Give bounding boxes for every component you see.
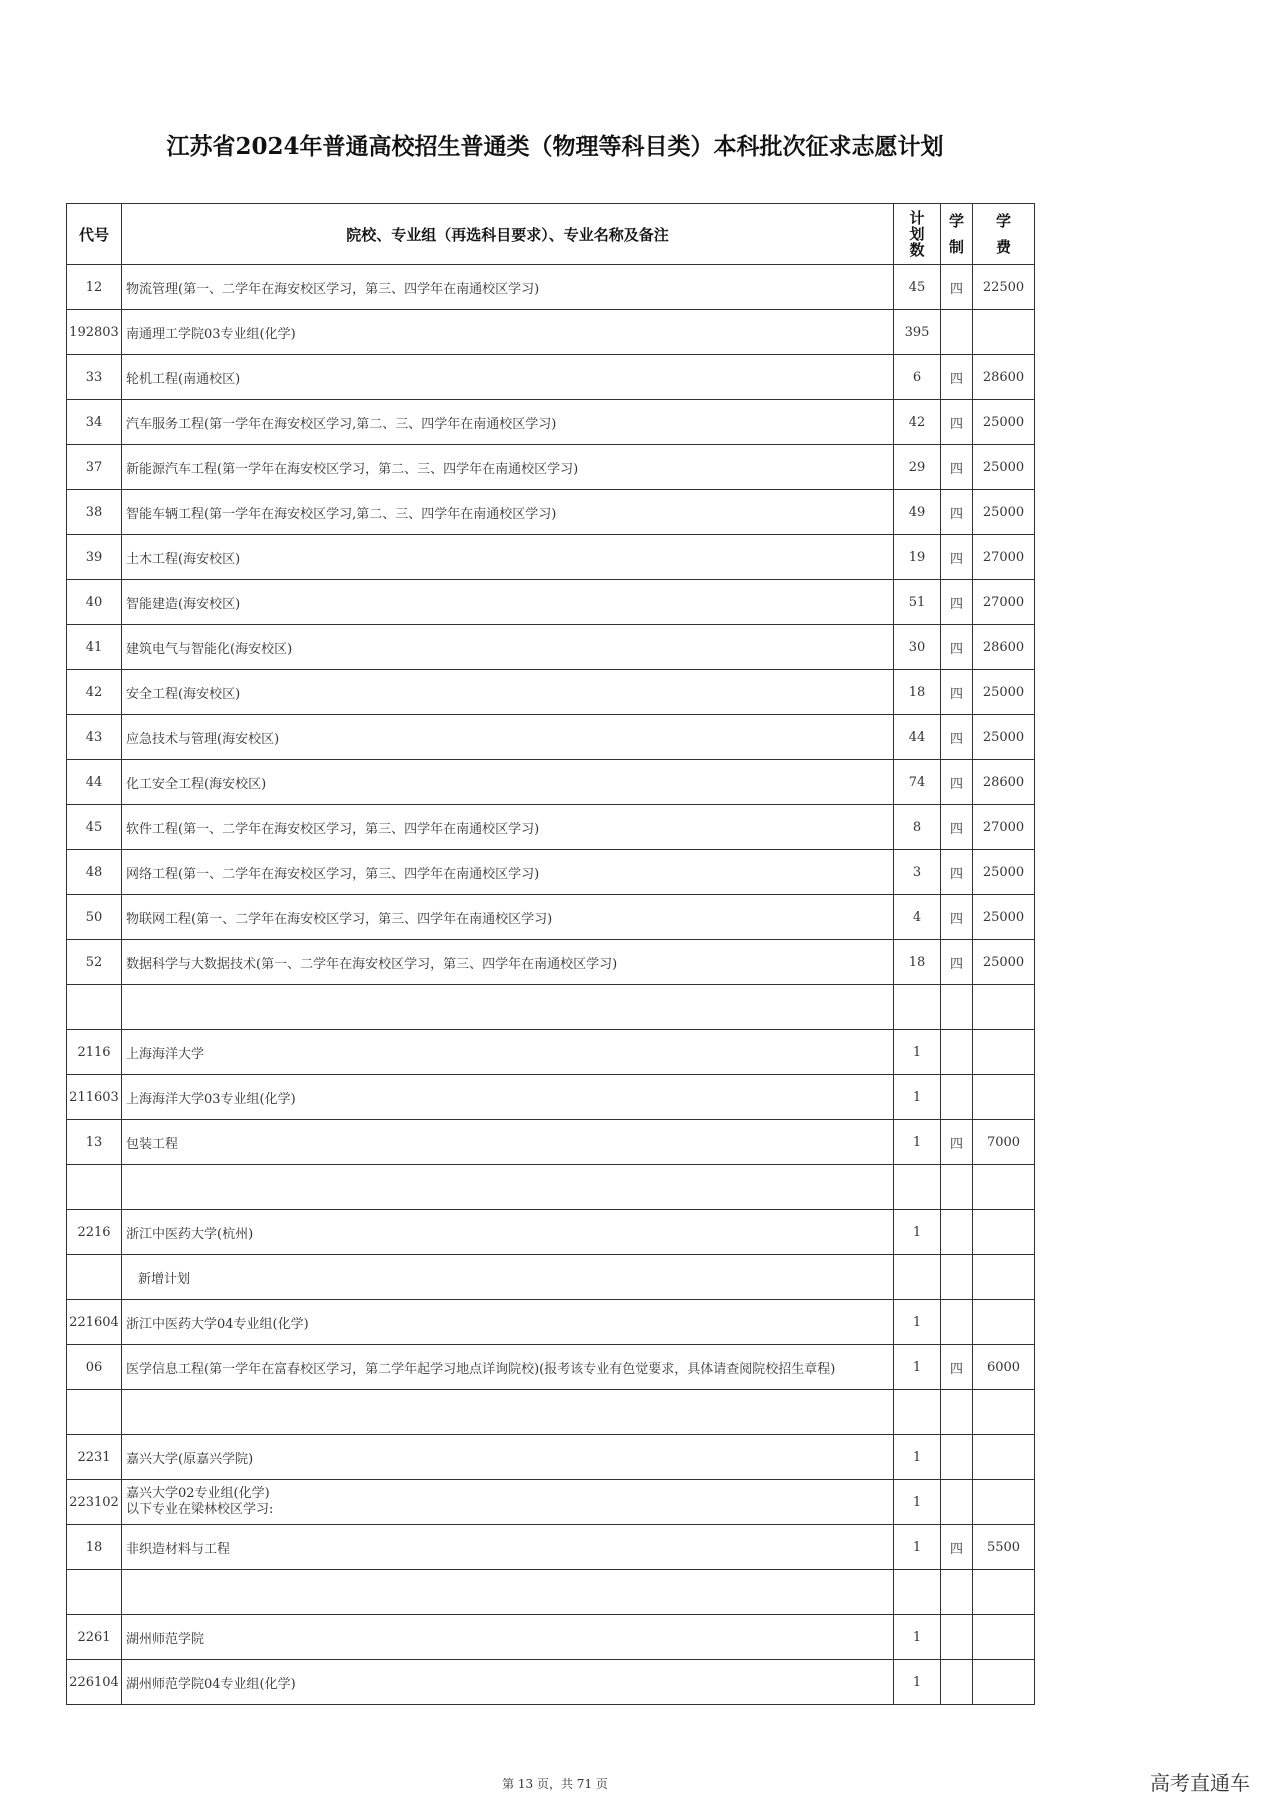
table-row (67, 535, 1035, 580)
cell-duration: 四 (941, 895, 973, 940)
header-code: 代号 (67, 204, 122, 265)
cell-plan-count: 45 (894, 265, 941, 310)
cell-name (122, 1435, 894, 1480)
cell-fee (973, 1075, 1035, 1120)
cell-name (122, 1030, 894, 1075)
table-row (67, 895, 1035, 940)
cell-plan-count: 30 (894, 625, 941, 670)
cell-duration (941, 1300, 973, 1345)
cell-name-text: 数据科学与大数据技术(第一、二学年在海安校区学习，第三、四学年在南通校区学习) (126, 956, 618, 972)
cell-fee (973, 1210, 1035, 1255)
cell-duration: 四 (941, 670, 973, 715)
cell-plan-count: 8 (894, 805, 941, 850)
cell-plan-count: 44 (894, 715, 941, 760)
cell-name (122, 580, 894, 625)
table-row (67, 1435, 1035, 1480)
cell-fee (973, 1480, 1035, 1525)
cell-fee: 25000 (973, 670, 1035, 715)
cell-fee: 28600 (973, 625, 1035, 670)
table-row (67, 580, 1035, 625)
cell-name-text: 建筑电气与智能化(海安校区) (126, 641, 293, 657)
cell-duration: 四 (941, 715, 973, 760)
cell-code (67, 1255, 122, 1300)
table-row (67, 715, 1035, 760)
table-row (67, 850, 1035, 895)
table-row (67, 805, 1035, 850)
table-row (67, 1525, 1035, 1570)
cell-duration (941, 985, 973, 1030)
table-row (67, 1120, 1035, 1165)
cell-fee: 27000 (973, 805, 1035, 850)
cell-code: 48 (67, 850, 122, 895)
cell-name-text: 嘉兴大学(原嘉兴学院) (126, 1451, 254, 1467)
cell-plan-count: 395 (894, 310, 941, 355)
cell-code: 44 (67, 760, 122, 805)
cell-name (122, 670, 894, 715)
cell-plan-count: 1 (894, 1525, 941, 1570)
cell-fee: 25000 (973, 940, 1035, 985)
cell-name (122, 1255, 894, 1300)
cell-duration: 四 (941, 1525, 973, 1570)
cell-code: 37 (67, 445, 122, 490)
cell-code (67, 1390, 122, 1435)
cell-name-text: 软件工程(第一、二学年在海安校区学习，第三、四学年在南通校区学习) (126, 821, 540, 837)
table-body (67, 265, 1035, 1705)
table-row (67, 1345, 1035, 1390)
table-row (67, 355, 1035, 400)
cell-name (122, 535, 894, 580)
cell-plan-count: 1 (894, 1120, 941, 1165)
table-row (67, 1165, 1035, 1210)
cell-duration: 四 (941, 265, 973, 310)
cell-name-text: 智能建造(海安校区) (126, 596, 241, 612)
cell-duration: 四 (941, 445, 973, 490)
document-title: 江苏省2024年普通高校招生普通类（物理等科目类）本科批次征求志愿计划 (166, 133, 944, 160)
cell-name-text: 网络工程(第一、二学年在海安校区学习，第三、四学年在南通校区学习) (126, 866, 540, 882)
cell-code: 45 (67, 805, 122, 850)
cell-fee: 27000 (973, 580, 1035, 625)
cell-duration: 四 (941, 625, 973, 670)
table-row (67, 1210, 1035, 1255)
cell-fee: 25000 (973, 850, 1035, 895)
cell-fee (973, 1300, 1035, 1345)
cell-duration (941, 1480, 973, 1525)
cell-name (122, 1660, 894, 1705)
table-row (67, 1390, 1035, 1435)
cell-plan-count: 49 (894, 490, 941, 535)
cell-plan-count: 1 (894, 1075, 941, 1120)
header-plan-count (894, 204, 941, 265)
cell-duration: 四 (941, 355, 973, 400)
cell-code (67, 985, 122, 1030)
cell-code (67, 1165, 122, 1210)
cell-name (122, 1615, 894, 1660)
header-plan-count-char-3: 数 (909, 240, 925, 259)
cell-plan-count (894, 985, 941, 1030)
header-plan-count-char-1: 计 (909, 208, 925, 227)
table-header-row (67, 204, 1035, 265)
cell-fee: 25000 (973, 895, 1035, 940)
cell-plan-count: 1 (894, 1030, 941, 1075)
cell-fee: 25000 (973, 400, 1035, 445)
cell-code: 192803 (67, 310, 122, 355)
cell-name (122, 940, 894, 985)
cell-duration (941, 1210, 973, 1255)
cell-name-text: 安全工程(海安校区) (126, 686, 241, 702)
cell-name-text: 应急技术与管理(海安校区) (126, 731, 280, 747)
cell-duration: 四 (941, 490, 973, 535)
cell-name (122, 1300, 894, 1345)
cell-fee: 7000 (973, 1120, 1035, 1165)
cell-name (122, 400, 894, 445)
cell-duration: 四 (941, 1120, 973, 1165)
cell-plan-count: 42 (894, 400, 941, 445)
cell-name-line-1: 嘉兴大学02专业组(化学) (126, 1486, 270, 1501)
table-row (67, 445, 1035, 490)
cell-name (122, 1165, 894, 1210)
cell-code: 2116 (67, 1030, 122, 1075)
cell-plan-count: 1 (894, 1615, 941, 1660)
cell-duration: 四 (941, 850, 973, 895)
cell-plan-count: 1 (894, 1345, 941, 1390)
cell-duration: 四 (941, 535, 973, 580)
cell-duration: 四 (941, 1345, 973, 1390)
cell-fee: 22500 (973, 265, 1035, 310)
cell-name-line-2: 以下专业在梁林校区学习: (126, 1502, 274, 1517)
cell-fee: 6000 (973, 1345, 1035, 1390)
header-duration-char-2: 制 (948, 237, 964, 256)
table-row (67, 1300, 1035, 1345)
cell-duration (941, 1075, 973, 1120)
cell-name (122, 760, 894, 805)
cell-code: 12 (67, 265, 122, 310)
cell-name-text: 新增计划 (138, 1271, 191, 1287)
cell-fee: 25000 (973, 490, 1035, 535)
cell-duration (941, 1255, 973, 1300)
cell-fee: 28600 (973, 760, 1035, 805)
cell-name (122, 1210, 894, 1255)
cell-code: 52 (67, 940, 122, 985)
table-row (67, 490, 1035, 535)
cell-code: 50 (67, 895, 122, 940)
cell-code: 40 (67, 580, 122, 625)
cell-plan-count: 74 (894, 760, 941, 805)
header-name: 院校、专业组（再选科目要求）、专业名称及备注 (122, 204, 894, 265)
cell-plan-count: 1 (894, 1300, 941, 1345)
table-row (67, 1660, 1035, 1705)
cell-plan-count: 1 (894, 1435, 941, 1480)
cell-duration: 四 (941, 805, 973, 850)
cell-plan-count (894, 1255, 941, 1300)
cell-duration: 四 (941, 400, 973, 445)
cell-name-text: 轮机工程(南通校区) (126, 371, 241, 387)
cell-plan-count (894, 1165, 941, 1210)
cell-fee (973, 1030, 1035, 1075)
cell-duration (941, 1660, 973, 1705)
cell-fee (973, 1615, 1035, 1660)
cell-name (122, 985, 894, 1030)
cell-plan-count: 4 (894, 895, 941, 940)
cell-name-text: 土木工程(海安校区) (126, 551, 241, 567)
header-fee-char-2: 费 (995, 237, 1011, 256)
cell-fee: 28600 (973, 355, 1035, 400)
table-row (67, 1615, 1035, 1660)
cell-duration (941, 1030, 973, 1075)
cell-name-text: 浙江中医药大学(杭州) (126, 1226, 254, 1242)
cell-fee: 5500 (973, 1525, 1035, 1570)
cell-plan-count: 1 (894, 1480, 941, 1525)
cell-duration (941, 1570, 973, 1615)
table-row (67, 265, 1035, 310)
cell-fee (973, 985, 1035, 1030)
cell-name (122, 895, 894, 940)
cell-name (122, 1120, 894, 1165)
cell-plan-count: 51 (894, 580, 941, 625)
cell-name (122, 1480, 894, 1525)
cell-name (122, 715, 894, 760)
cell-code: 13 (67, 1120, 122, 1165)
cell-plan-count: 19 (894, 535, 941, 580)
cell-plan-count: 3 (894, 850, 941, 895)
cell-fee: 25000 (973, 715, 1035, 760)
cell-fee (973, 1570, 1035, 1615)
cell-name (122, 445, 894, 490)
cell-code: 06 (67, 1345, 122, 1390)
cell-name-text: 上海海洋大学03专业组(化学) (126, 1091, 296, 1107)
cell-name-text: 上海海洋大学 (126, 1046, 205, 1062)
cell-duration: 四 (941, 580, 973, 625)
cell-plan-count: 29 (894, 445, 941, 490)
cell-fee (973, 310, 1035, 355)
cell-name (122, 355, 894, 400)
cell-code: 2261 (67, 1615, 122, 1660)
cell-plan-count (894, 1570, 941, 1615)
cell-code: 43 (67, 715, 122, 760)
header-fee-char-1: 学 (995, 211, 1011, 230)
cell-fee (973, 1255, 1035, 1300)
cell-code (67, 1570, 122, 1615)
cell-name-text: 包装工程 (126, 1136, 179, 1152)
cell-fee (973, 1435, 1035, 1480)
table-row (67, 1570, 1035, 1615)
cell-name (122, 265, 894, 310)
table-row (67, 985, 1035, 1030)
cell-code: 2231 (67, 1435, 122, 1480)
cell-fee (973, 1660, 1035, 1705)
cell-name-text: 汽车服务工程(第一学年在海安校区学习,第二、三、四学年在南通校区学习) (126, 416, 557, 432)
cell-name (122, 1525, 894, 1570)
cell-name-text: 智能车辆工程(第一学年在海安校区学习,第二、三、四学年在南通校区学习) (126, 506, 557, 522)
cell-fee (973, 1165, 1035, 1210)
cell-name-text: 南通理工学院03专业组(化学) (126, 326, 296, 342)
table-row (67, 670, 1035, 715)
cell-code: 226104 (67, 1660, 122, 1705)
cell-name-text: 化工安全工程(海安校区) (126, 776, 267, 792)
cell-duration: 四 (941, 760, 973, 805)
cell-name-text: 湖州师范学院04专业组(化学) (126, 1676, 296, 1692)
cell-name-text: 医学信息工程(第一学年在富春校区学习，第二学年起学习地点详询院校)(报考该专业有色觉要求，具体请查阅院校招生章程) (126, 1361, 836, 1377)
cell-duration (941, 310, 973, 355)
table-row (67, 760, 1035, 805)
plan-table (66, 203, 1035, 1705)
cell-code: 211603 (67, 1075, 122, 1120)
cell-name (122, 490, 894, 535)
cell-fee: 25000 (973, 445, 1035, 490)
table-row (67, 400, 1035, 445)
cell-code: 39 (67, 535, 122, 580)
cell-duration (941, 1165, 973, 1210)
header-fee (973, 204, 1035, 265)
header-duration-char-1: 学 (948, 211, 964, 230)
table-row (67, 940, 1035, 985)
cell-name-text: 物联网工程(第一、二学年在海安校区学习，第三、四学年在南通校区学习) (126, 911, 553, 927)
table-row (67, 1255, 1035, 1300)
cell-name-text: 非织造材料与工程 (126, 1541, 231, 1557)
cell-name-text: 浙江中医药大学04专业组(化学) (126, 1316, 309, 1332)
cell-fee (973, 1390, 1035, 1435)
cell-name (122, 1345, 894, 1390)
cell-code: 38 (67, 490, 122, 535)
cell-name (122, 1570, 894, 1615)
cell-name (122, 850, 894, 895)
cell-code: 223102 (67, 1480, 122, 1525)
cell-code: 34 (67, 400, 122, 445)
cell-name (122, 310, 894, 355)
cell-plan-count: 18 (894, 670, 941, 715)
cell-name-text: 湖州师范学院 (126, 1631, 205, 1647)
cell-duration (941, 1390, 973, 1435)
cell-code: 2216 (67, 1210, 122, 1255)
cell-duration: 四 (941, 940, 973, 985)
table-row (67, 310, 1035, 355)
watermark: 高考直通车 (1150, 1771, 1250, 1795)
header-duration (941, 204, 973, 265)
cell-code: 42 (67, 670, 122, 715)
cell-plan-count: 6 (894, 355, 941, 400)
cell-name-text: 物流管理(第一、二学年在海安校区学习，第三、四学年在南通校区学习) (126, 281, 540, 297)
cell-plan-count: 1 (894, 1210, 941, 1255)
cell-duration (941, 1435, 973, 1480)
table-row (67, 1030, 1035, 1075)
cell-name (122, 1390, 894, 1435)
header-plan-count-char-2: 划 (909, 224, 925, 243)
cell-name-text: 新能源汽车工程(第一学年在海安校区学习，第二、三、四学年在南通校区学习) (126, 461, 579, 477)
table-row (67, 1075, 1035, 1120)
cell-name (122, 1075, 894, 1120)
cell-plan-count: 18 (894, 940, 941, 985)
cell-code: 18 (67, 1525, 122, 1570)
cell-plan-count: 1 (894, 1660, 941, 1705)
table-row (67, 625, 1035, 670)
cell-name (122, 625, 894, 670)
cell-code: 41 (67, 625, 122, 670)
table-row (67, 1480, 1035, 1525)
cell-fee: 27000 (973, 535, 1035, 580)
cell-code: 33 (67, 355, 122, 400)
page-footer: 第 13 页，共 71 页 (502, 1777, 608, 1791)
cell-plan-count (894, 1390, 941, 1435)
cell-name (122, 805, 894, 850)
cell-code: 221604 (67, 1300, 122, 1345)
cell-duration (941, 1615, 973, 1660)
